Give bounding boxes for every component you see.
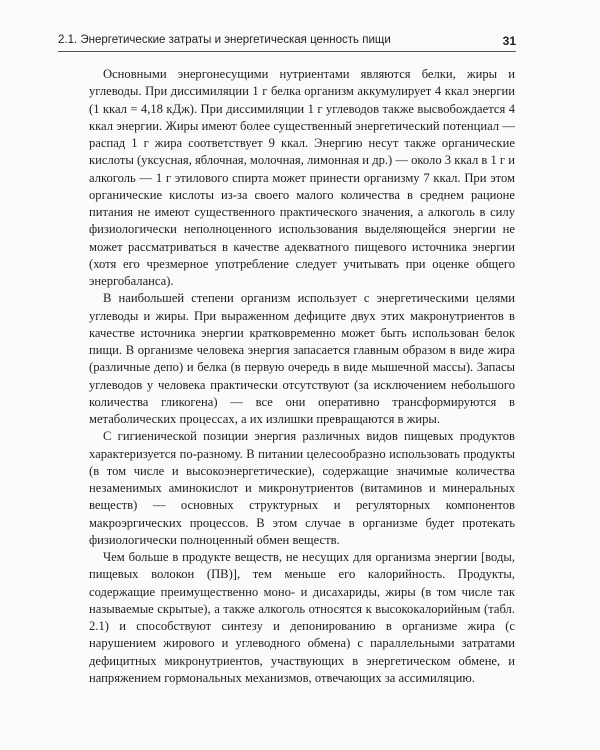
paragraph: С гигиенической позиции энергия различных видов пищевых продуктов характеризуется по-разному. В питании целесообразно использовать продукты (в том числе и высокоэнергетические), содержащие значимые количества незаменимых аминокислот и микронутриентов (витаминов и минеральных веществ) — основных структурных и регуляторных компонентов макроэргических процессов. В этом случае в организме будет протекать физиологически полноценный обмен веществ. (89, 429, 515, 547)
paragraph: Основными энергонесущими нутриентами являются белки, жиры и углеводы. При диссимиляции 1 г белка организм аккумулирует 4 ккал энергии (1 ккал = 4,18 кДж). При диссимиляции 1 г углеводов также высвобождается 4 ккал энергии. Жиры имеют более существенный энергетический потенциал — распад 1 г жира соответствует 9 ккал. Энергию несут также органические кислоты (уксусная, яблочная, молочная, лимонная и др.) — около 3 ккал в 1 г и алкоголь — 1 г этилового спирта может принести организму 7 ккал. При этом органические кислоты из-за своего малого количества в среднем рационе питания не имеют существенного практического значения, а алкоголь в силу физиологически неполноценного использования выделяющейся энергии не может рассматриваться в качестве адекватного пищевого источника энергии (хотя его чрезмерное употребление следует учитывать при оценке общего энергобаланса). (89, 67, 515, 288)
page-number: 31 (502, 34, 516, 48)
running-header (58, 34, 516, 50)
paragraph: Чем больше в продукте веществ, не несущих для организма энергии [воды, пищевых волокон (ПВ)], тем меньше его калорийность. Продукты, содержащие преимущественно моно- и дисахариды, жиры (в том числе так называемые скрытые), а также алкоголь относятся к высококалорийным (табл. 2.1) и способствуют синтезу и депонированию в организме жира (с нарушением жирового и углеводного обмена) с параллельными затратами дефицитных микронутриентов, участвующих в энергетическом обмене, и напряжением гормональных механизмов, отвечающих за ассимиляцию. (89, 550, 515, 685)
paragraph: В наибольшей степени организм использует с энергетическими целями углеводы и жиры. При выраженном дефиците двух этих макронутриентов в качестве источника энергии кратковременно может быть использован белок пищи. В организме человека энергия запасается главным образом в виде жира (различные депо) и белка (в первую очередь в виде мышечной массы). Запасы углеводов у человека практически отсутствуют (за исключением небольшого количества гликогена) — все они оперативно трансформируются в метаболических процессах, а их излишки превращаются в жиры. (89, 291, 515, 426)
header-divider (58, 51, 516, 52)
running-header-title: 2.1. Энергетические затраты и энергетическая ценность пищи (58, 34, 391, 46)
body-text (89, 66, 515, 687)
